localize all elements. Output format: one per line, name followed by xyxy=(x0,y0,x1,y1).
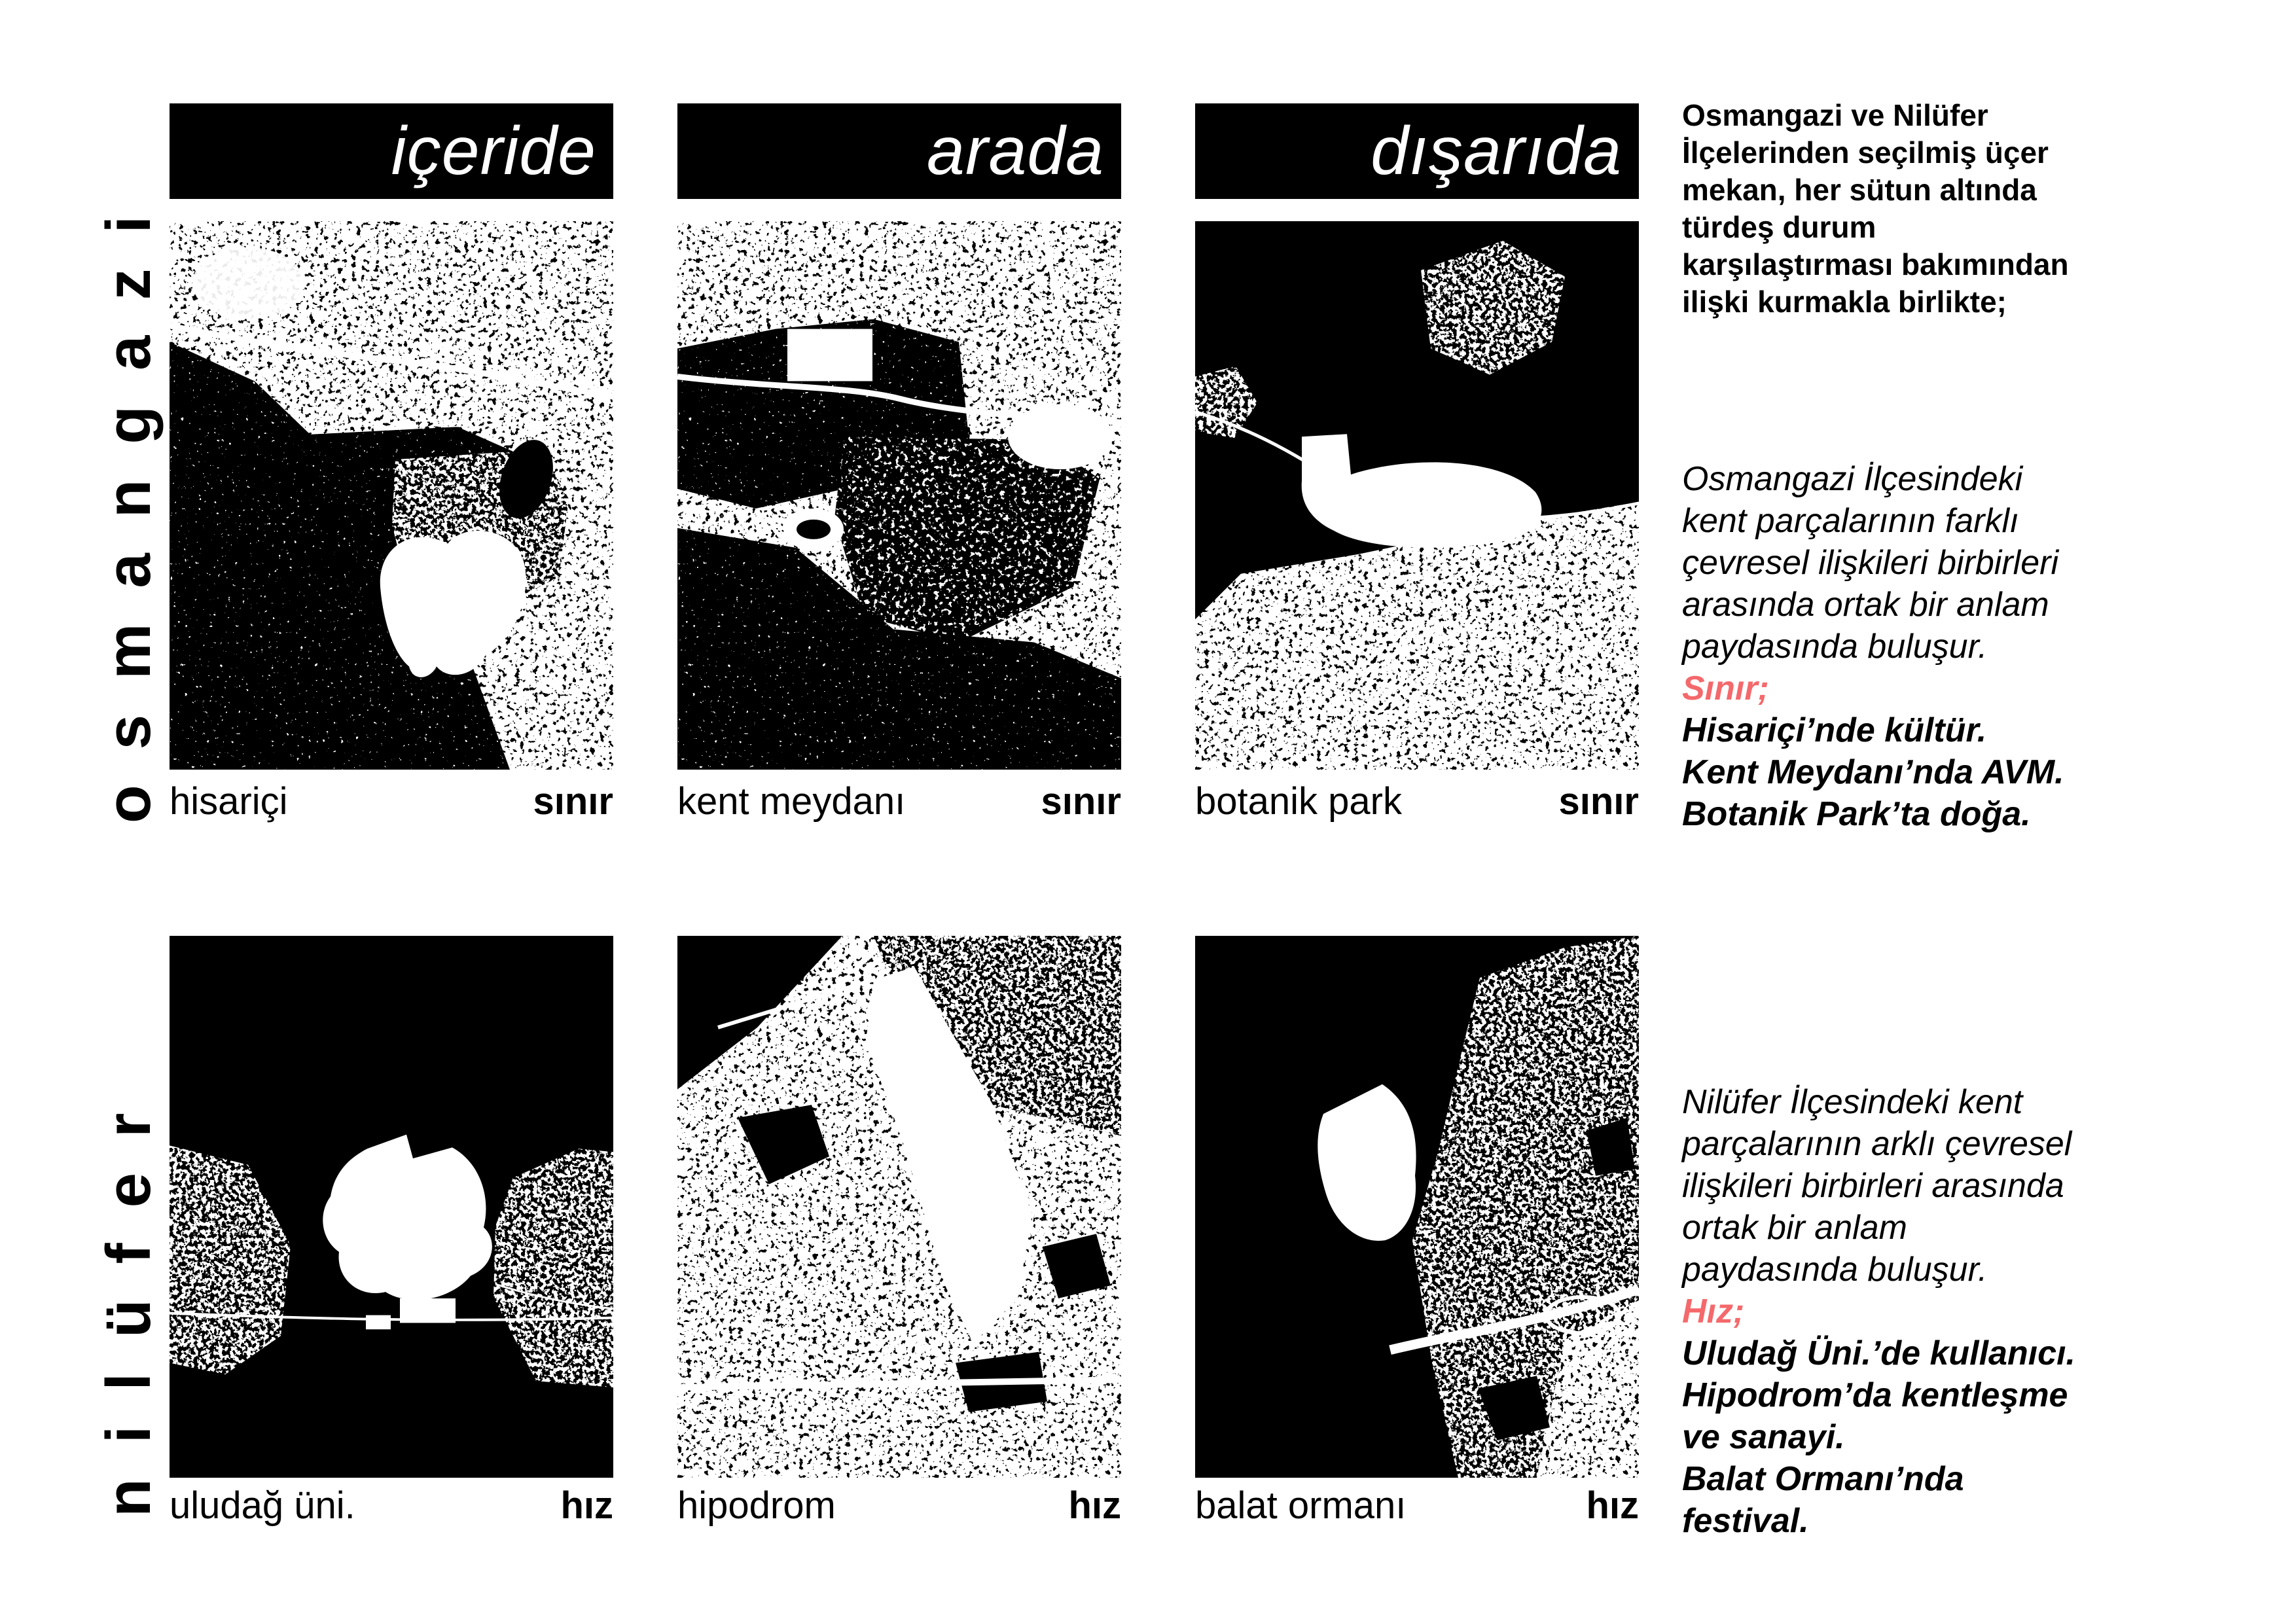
caption-place: botanik park xyxy=(1195,780,1402,823)
caption-kent-meydani xyxy=(677,779,1121,830)
body-line: çevresel ilişkileri birbirleri xyxy=(1682,544,2058,582)
caption-place: hisariçi xyxy=(170,780,288,823)
column-header-label: dışarıda xyxy=(1371,113,1622,189)
result-line: Uludağ Üni.’de kullanıcı. xyxy=(1682,1334,2075,1372)
caption-theme: hız xyxy=(1586,1484,1639,1527)
body-line: kent parçalarının farklı xyxy=(1682,502,2019,540)
caption-botanik-park xyxy=(1195,779,1639,830)
body-line: ortak bir anlam xyxy=(1682,1209,1907,1247)
caption-theme: sınır xyxy=(1041,780,1121,823)
caption-theme: hız xyxy=(560,1484,613,1527)
result-line: festival. xyxy=(1682,1502,1809,1540)
result-line: Balat Ormanı’nda xyxy=(1682,1460,1964,1498)
result-line: Hipodrom’da kentleşme xyxy=(1682,1376,2068,1414)
caption-place: balat ormanı xyxy=(1195,1484,1407,1527)
keyword-sinir: Sınır; xyxy=(1682,669,1769,707)
intro-paragraph xyxy=(1682,97,2140,321)
intro-line: mekan, her sütun altında xyxy=(1682,173,2037,207)
caption-theme: hız xyxy=(1068,1484,1121,1527)
result-line: Botanik Park’ta doğa. xyxy=(1682,795,2031,833)
caption-balat-ormani xyxy=(1195,1483,1639,1534)
caption-place: uludağ üni. xyxy=(170,1484,355,1527)
caption-hipodrom xyxy=(677,1483,1121,1534)
body-line: arasında ortak bir anlam xyxy=(1682,586,2049,624)
row-label-nilufer: nilüfer xyxy=(94,1077,164,1517)
body-line: Osmangazi İlçesindeki xyxy=(1682,460,2023,498)
row-label-osmangazi: osmangazi xyxy=(94,180,164,823)
caption-theme: sınır xyxy=(533,780,613,823)
caption-theme: sınır xyxy=(1558,780,1639,823)
intro-line: karşılaştırması bakımından xyxy=(1682,247,2069,281)
map-hisarici xyxy=(170,221,613,770)
column-header-disarida xyxy=(1195,103,1639,199)
map-hipodrom xyxy=(677,936,1121,1478)
column-header-label: içeride xyxy=(391,113,596,189)
result-line: Kent Meydanı’nda AVM. xyxy=(1682,753,2064,791)
map-kent-meydani xyxy=(677,221,1121,770)
body-line: Nilüfer İlçesindeki kent xyxy=(1682,1083,2023,1121)
body-line: parçalarının arklı çevresel xyxy=(1682,1125,2072,1163)
result-line: ve sanayi. xyxy=(1682,1418,1845,1456)
column-header-arada xyxy=(677,103,1121,199)
intro-line: türdeş durum xyxy=(1682,210,1876,244)
caption-uludag-uni xyxy=(170,1483,613,1534)
result-line: Hisariçi’nde kültür. xyxy=(1682,711,1987,749)
map-balat-ormani xyxy=(1195,936,1639,1478)
intro-line: İlçelerinden seçilmiş üçer xyxy=(1682,135,2049,169)
intro-line: Osmangazi ve Nilüfer xyxy=(1682,98,1988,132)
column-header-label: arada xyxy=(927,113,1104,189)
column-header-iceride xyxy=(170,103,613,199)
caption-place: kent meydanı xyxy=(677,780,906,823)
map-botanik-park xyxy=(1195,221,1639,770)
caption-place: hipodrom xyxy=(677,1484,836,1527)
intro-line: ilişki kurmakla birlikte; xyxy=(1682,285,2007,319)
nilufer-analysis-block xyxy=(1682,1081,2140,1542)
body-line: paydasında buluşur. xyxy=(1682,1251,1988,1289)
osmangazi-analysis-block xyxy=(1682,458,2140,835)
keyword-hiz: Hız; xyxy=(1682,1293,1745,1330)
body-line: paydasında buluşur. xyxy=(1682,628,1988,666)
body-line: ilişkileri birbirleri arasında xyxy=(1682,1167,2064,1205)
caption-hisarici xyxy=(170,779,613,830)
map-uludag-uni xyxy=(170,936,613,1478)
